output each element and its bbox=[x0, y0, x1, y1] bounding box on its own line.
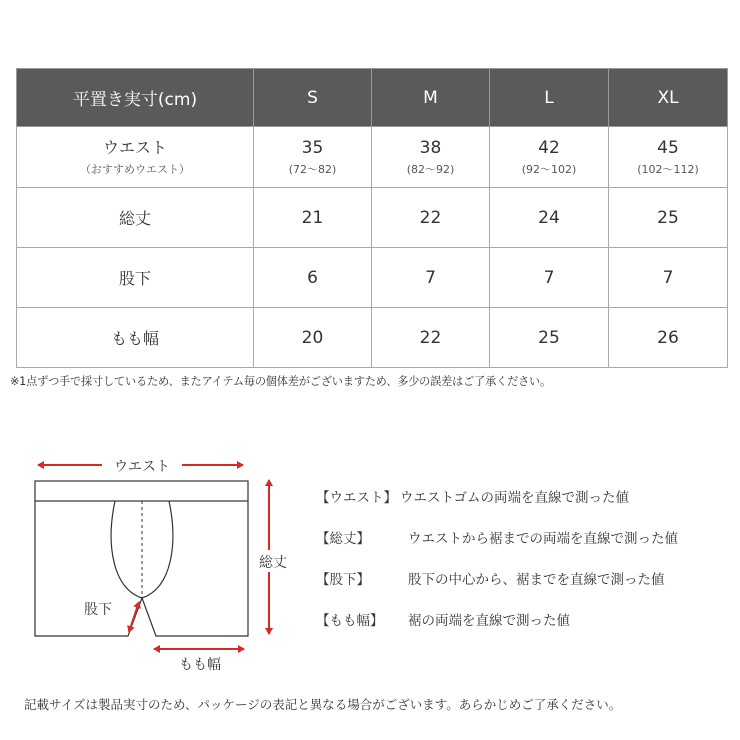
legend-item bbox=[316, 482, 726, 512]
table-cell: 22 bbox=[372, 188, 490, 248]
measurement-note: ※1点ずつ手で採寸しているため、またアイテム毎の個体差がございますため、多少の誤差はご了承ください。 bbox=[10, 375, 552, 388]
waist-label: ウエスト bbox=[114, 459, 170, 475]
corner-header: 平置き実寸(cm) bbox=[17, 69, 254, 127]
table-header-row bbox=[17, 69, 728, 127]
row-label-main: ウエスト bbox=[102, 137, 167, 157]
legend-desc: 裾の両端を直線で測った値 bbox=[408, 613, 570, 629]
table-row-thigh bbox=[17, 308, 728, 368]
size-table bbox=[16, 68, 728, 368]
cell-value: 42 bbox=[538, 137, 560, 158]
table-cell: 6 bbox=[254, 248, 372, 308]
length-label: 総丈 bbox=[259, 555, 287, 571]
cell-subvalue: (92〜102) bbox=[521, 162, 577, 176]
waistband-shape bbox=[35, 481, 248, 501]
boxer-diagram-svg bbox=[28, 448, 298, 678]
table-cell: 25 bbox=[490, 308, 609, 368]
row-label-sub: （おすすめウエスト） bbox=[79, 162, 191, 176]
cell-subvalue: (72〜82) bbox=[288, 162, 337, 176]
legend-key: 【もも幅】 bbox=[316, 613, 384, 629]
table-cell: 7 bbox=[372, 248, 490, 308]
table-cell bbox=[254, 127, 372, 188]
size-header: XL bbox=[609, 69, 728, 127]
thigh-label: もも幅 bbox=[179, 657, 221, 673]
table-cell: 21 bbox=[254, 188, 372, 248]
table-cell: 20 bbox=[254, 308, 372, 368]
cell-value: 35 bbox=[301, 137, 324, 158]
legend-item bbox=[316, 605, 726, 635]
legend-item bbox=[316, 564, 726, 594]
row-label: もも幅 bbox=[17, 308, 254, 368]
legend-key: 【股下】 bbox=[316, 572, 370, 588]
boxer-diagram bbox=[28, 448, 298, 678]
cell-subvalue: (82〜92) bbox=[406, 162, 455, 176]
measurement-legend bbox=[316, 482, 726, 646]
inseam-label: 股下 bbox=[84, 602, 112, 618]
size-header: L bbox=[490, 69, 609, 127]
size-header: S bbox=[254, 69, 372, 127]
table-cell bbox=[372, 127, 490, 188]
legend-key: 【ウエスト】 bbox=[316, 490, 397, 506]
table-row-waist bbox=[17, 127, 728, 188]
legend-key: 【総丈】 bbox=[316, 531, 370, 547]
legend-item bbox=[316, 523, 726, 553]
row-label bbox=[17, 127, 254, 188]
table-cell: 7 bbox=[490, 248, 609, 308]
table-cell bbox=[490, 127, 609, 188]
table-cell: 22 bbox=[372, 308, 490, 368]
table-row-inseam bbox=[17, 248, 728, 308]
legend-desc: ウエストから裾までの両端を直線で測った値 bbox=[408, 531, 678, 547]
footer-note: 記載サイズは製品実寸のため、パッケージの表記と異なる場合がございます。あらかじめご了承ください。 bbox=[24, 697, 622, 712]
inseam-arrow bbox=[129, 602, 139, 632]
row-label: 総丈 bbox=[17, 188, 254, 248]
table-cell bbox=[609, 127, 728, 188]
table-row-length bbox=[17, 188, 728, 248]
cell-value: 38 bbox=[419, 137, 442, 158]
table-cell: 7 bbox=[609, 248, 728, 308]
legend-desc: ウエストゴムの両端を直線で測った値 bbox=[400, 490, 629, 506]
table-cell: 25 bbox=[609, 188, 728, 248]
cell-subvalue: (102〜112) bbox=[637, 162, 699, 176]
row-label: 股下 bbox=[17, 248, 254, 308]
cell-value: 45 bbox=[657, 137, 679, 158]
legend-desc: 股下の中心から、裾までを直線で測った値 bbox=[408, 572, 665, 588]
table-cell: 24 bbox=[490, 188, 609, 248]
table-cell: 26 bbox=[609, 308, 728, 368]
size-header: M bbox=[372, 69, 490, 127]
